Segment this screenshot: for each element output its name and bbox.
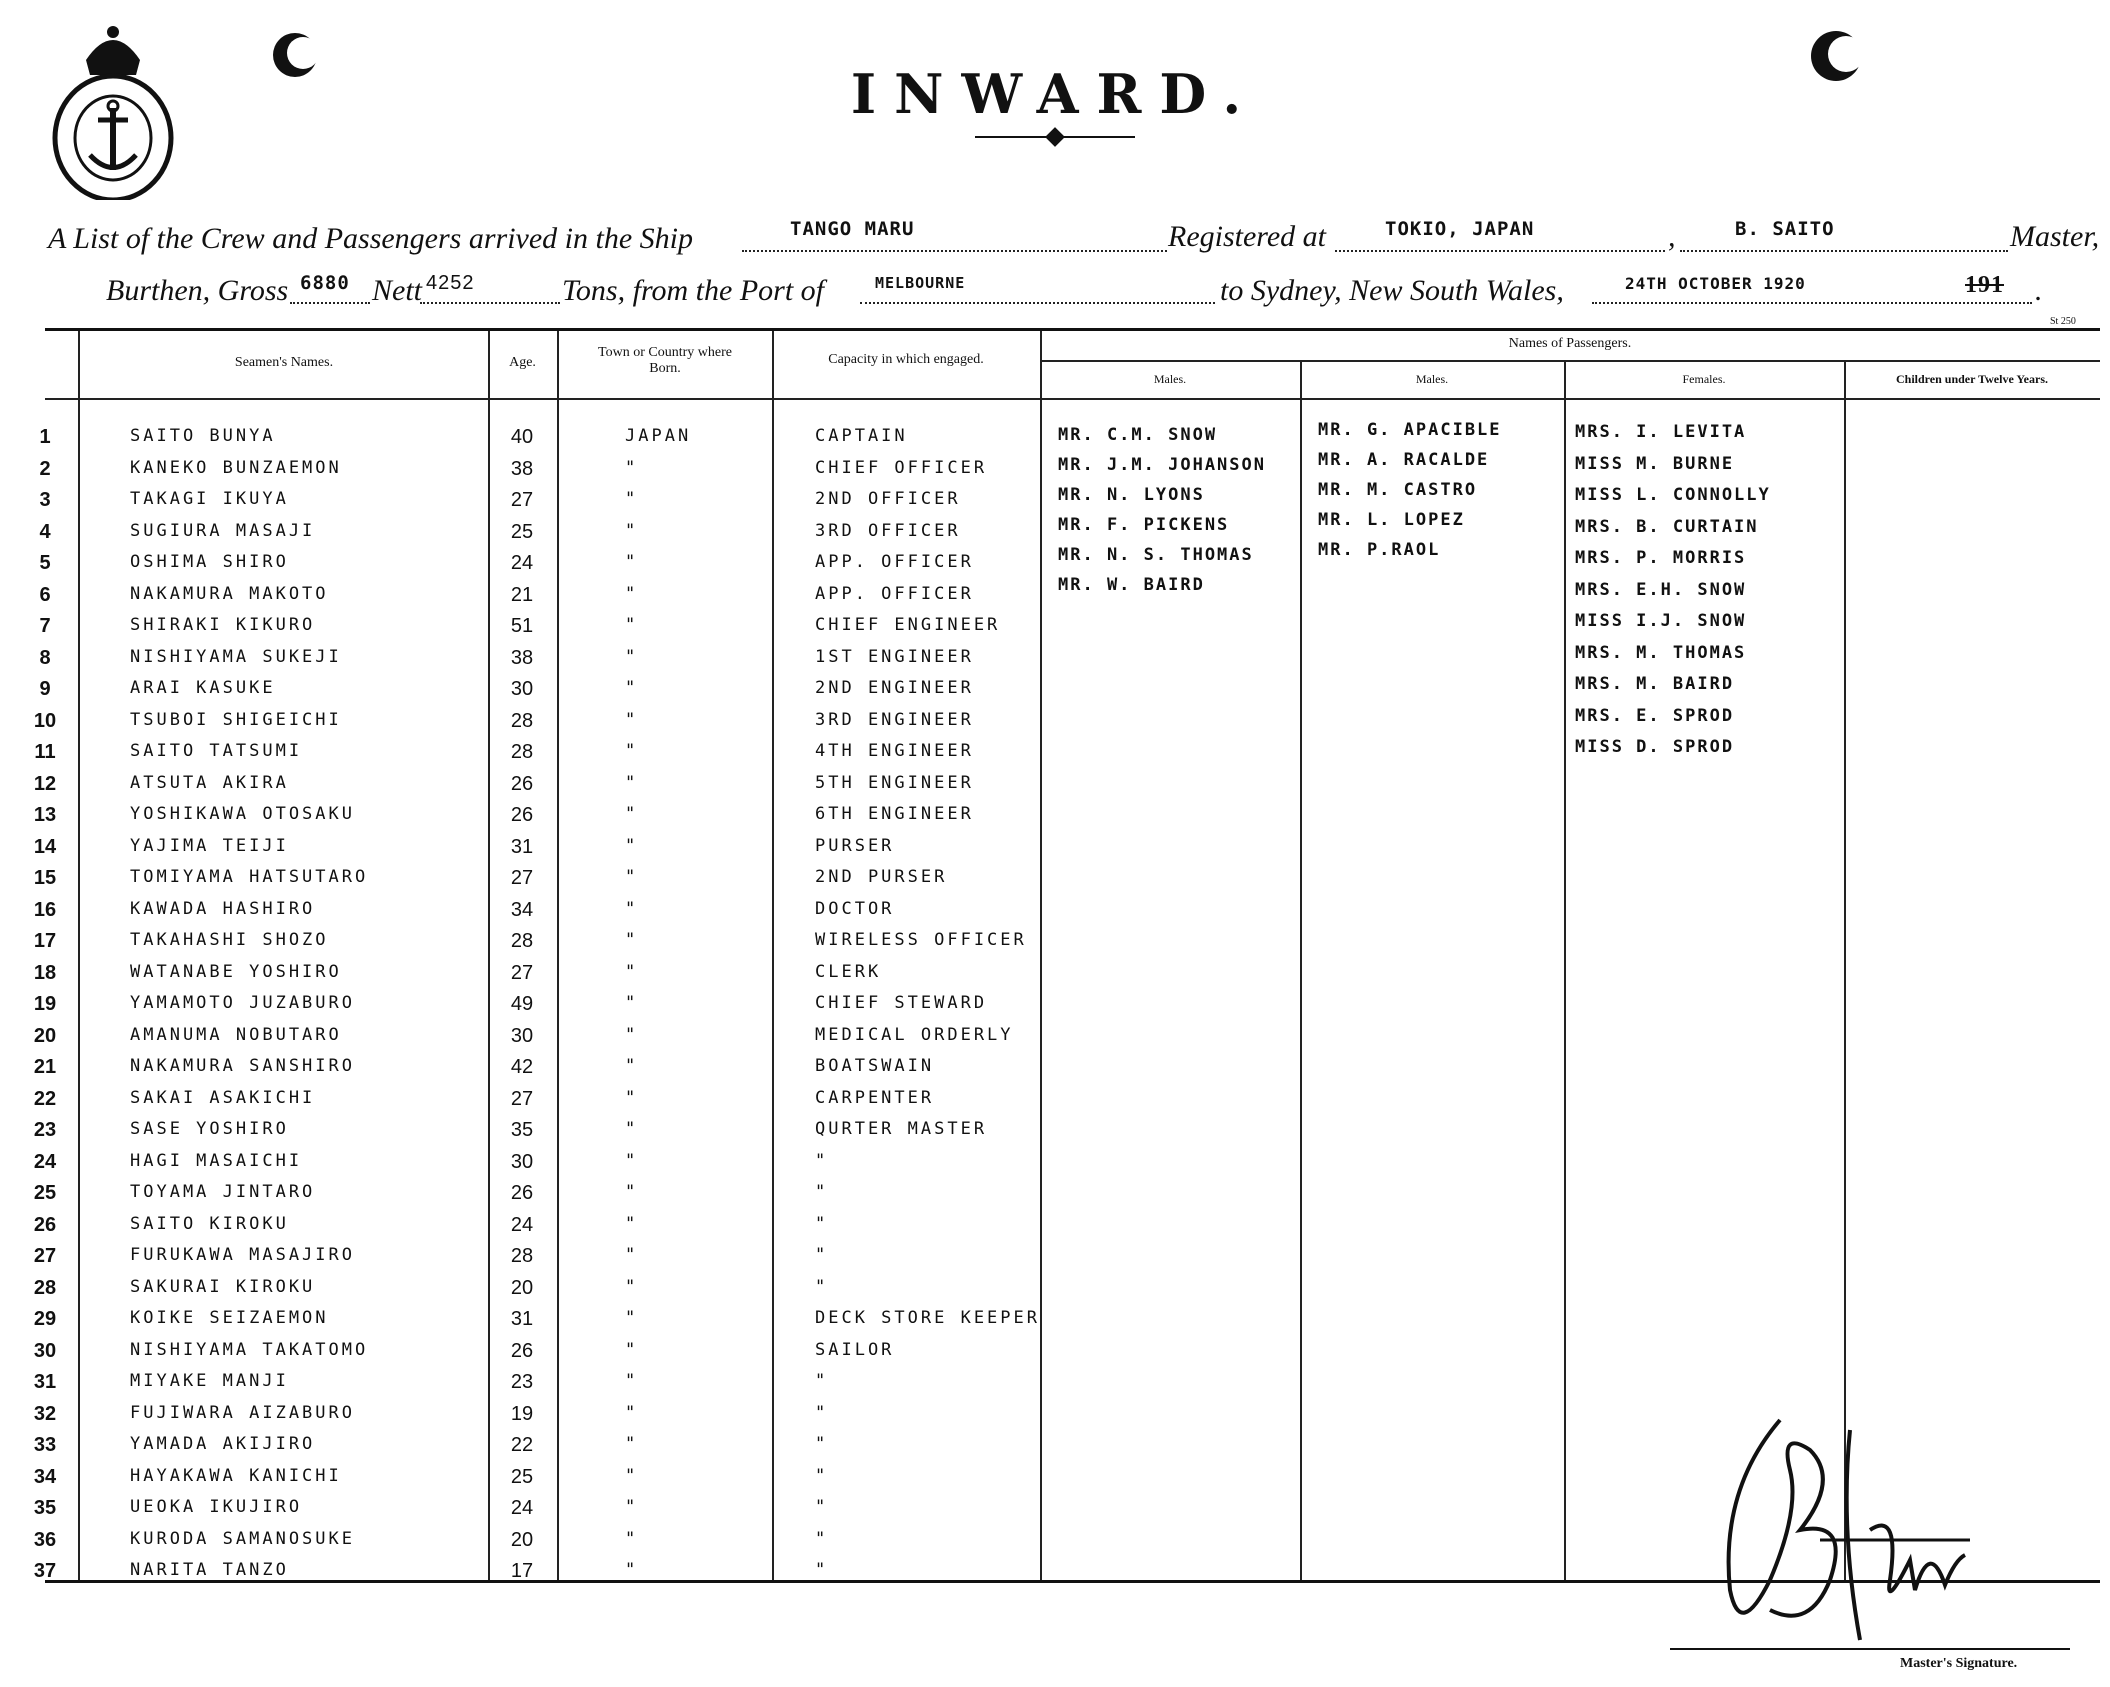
table-row [0, 521, 2110, 551]
town-born: " [625, 646, 639, 667]
crew-age: 30 [510, 678, 534, 700]
signature-line [1670, 1648, 2070, 1650]
passenger-name: MR. G. APACIBLE [1318, 420, 1502, 440]
seaman-name: NISHIYAMA TAKATOMO [130, 1339, 369, 1360]
crew-age: 31 [510, 1308, 534, 1330]
town-born: JAPAN [625, 426, 692, 446]
master-name-value: B. SAITO [1735, 218, 1835, 240]
town-born: " [625, 772, 639, 793]
seaman-name: KAWADA HASHIRO [130, 898, 316, 919]
seaman-name: OSHIMA SHIRO [130, 552, 289, 572]
seaman-name: SAITO BUNYA [130, 426, 276, 446]
passenger-name: MR. W. BAIRD [1058, 575, 1205, 595]
seaman-name: TOYAMA JINTARO [130, 1182, 316, 1202]
date-value: 24TH OCTOBER 1920 [1625, 274, 1806, 293]
table-row [0, 1088, 2110, 1118]
seaman-name: NARITA TANZO [130, 1560, 289, 1580]
passenger-name: MR. C.M. SNOW [1058, 425, 1218, 445]
capacity: MEDICAL ORDERLY [815, 1024, 1014, 1045]
port-from-value: MELBOURNE [875, 274, 966, 292]
crew-age: 40 [510, 426, 534, 448]
page-title: INWARD. [850, 62, 1260, 126]
crew-number: 11 [34, 741, 56, 763]
town-born: " [625, 1245, 639, 1265]
table-row [0, 615, 2110, 645]
crew-number: 3 [39, 489, 51, 511]
seaman-name: NISHIYAMA SUKEJI [130, 646, 342, 667]
crew-age: 17 [510, 1560, 534, 1582]
table-row [0, 962, 2110, 992]
town-born: " [625, 678, 639, 698]
crew-age: 30 [510, 1024, 534, 1047]
town-born: " [625, 1402, 639, 1423]
crew-age: 28 [510, 741, 534, 763]
passenger-name: MR. A. RACALDE [1318, 450, 1490, 470]
table-row [0, 930, 2110, 960]
crew-age: 49 [510, 993, 534, 1015]
seaman-name: SAKAI ASAKICHI [130, 1087, 316, 1108]
passenger-name: MISS I.J. SNOW [1575, 611, 1747, 631]
table-row [0, 458, 2110, 488]
seaman-name: NAKAMURA SANSHIRO [130, 1056, 355, 1076]
crew-number: 19 [33, 993, 57, 1015]
passenger-name: MISS D. SPROD [1575, 737, 1735, 757]
seaman-name: UEOKA IKUJIRO [130, 1497, 303, 1517]
crew-age: 24 [510, 1213, 534, 1236]
passenger-name: MISS M. BURNE [1575, 453, 1735, 474]
table-row [0, 1340, 2110, 1370]
seaman-name: KURODA SAMANOSUKE [130, 1528, 355, 1549]
town-born: " [625, 835, 639, 856]
town-born: " [625, 804, 639, 824]
capacity: 2ND PURSER [815, 867, 948, 887]
year-prefix-value: 191 [1965, 272, 2004, 298]
crew-number: 26 [33, 1213, 57, 1236]
crew-age: 26 [510, 1339, 534, 1362]
seaman-name: KOIKE SEIZAEMON [130, 1308, 329, 1328]
passenger-header-rule [1040, 360, 2100, 362]
capacity: WIRELESS OFFICER [815, 930, 1027, 950]
capacity: " [815, 1402, 829, 1423]
period: . [2035, 274, 2043, 307]
town-born: " [625, 552, 639, 572]
crew-number: 37 [33, 1560, 57, 1582]
capacity: BOATSWAIN [815, 1056, 935, 1076]
town-born: " [625, 898, 639, 919]
table-row [0, 710, 2110, 740]
capacity: " [815, 1560, 829, 1580]
capacity: 4TH ENGINEER [815, 741, 974, 761]
form-number: St 250 [2050, 316, 2076, 327]
seaman-name: TSUBOI SHIGEICHI [130, 709, 342, 730]
capacity: CHIEF ENGINEER [815, 615, 1001, 635]
capacity: " [815, 1434, 829, 1454]
passenger-name: MRS. I. LEVITA [1575, 422, 1747, 442]
seaman-name: FURUKAWA MASAJIRO [130, 1245, 355, 1265]
crew-number: 33 [33, 1434, 57, 1456]
town-born: " [625, 993, 639, 1013]
crew-number: 29 [33, 1308, 57, 1330]
ship-name-value: TANGO MARU [790, 218, 915, 240]
crew-number: 27 [33, 1245, 57, 1267]
town-born: " [625, 520, 639, 541]
crew-number: 34 [33, 1465, 57, 1488]
crew-age: 25 [510, 1465, 534, 1488]
passenger-name: MR. N. S. THOMAS [1058, 545, 1254, 565]
col-town-born: Town or Country where Born. [598, 345, 732, 376]
capacity: APP. OFFICER [815, 552, 974, 572]
crew-age: 19 [510, 1402, 534, 1425]
crew-age: 22 [510, 1434, 534, 1456]
capacity: " [815, 1150, 829, 1171]
seaman-name: AMANUMA NOBUTARO [130, 1024, 342, 1045]
table-row [0, 426, 2110, 456]
town-born: " [625, 1308, 639, 1328]
town-born: " [625, 930, 639, 950]
town-born: " [625, 1056, 639, 1076]
seaman-name: MIYAKE MANJI [130, 1371, 289, 1391]
crew-number: 30 [33, 1339, 57, 1362]
capacity: " [815, 1497, 829, 1517]
table-row [0, 773, 2110, 803]
table-row [0, 993, 2110, 1023]
crew-age: 28 [510, 1245, 534, 1267]
crew-number: 13 [33, 804, 57, 826]
crew-age: 38 [510, 646, 534, 669]
registered-at-value: TOKIO, JAPAN [1385, 218, 1535, 240]
table-row [0, 1214, 2110, 1244]
town-born: " [625, 1150, 639, 1171]
crew-age: 34 [510, 898, 534, 921]
title-ornament [1045, 127, 1065, 147]
capacity: DOCTOR [815, 898, 895, 919]
seaman-name: SAITO TATSUMI [130, 741, 303, 761]
crew-number: 21 [33, 1056, 57, 1078]
crew-number: 20 [33, 1024, 57, 1047]
seaman-name: TAKAGI IKUYA [130, 489, 289, 509]
table-row [0, 647, 2110, 677]
capacity: " [815, 1245, 829, 1265]
town-born: " [625, 1024, 639, 1045]
capacity: 5TH ENGINEER [815, 772, 974, 793]
capacity: " [815, 1465, 829, 1486]
town-born: " [625, 489, 639, 509]
passenger-name: MISS L. CONNOLLY [1575, 485, 1771, 505]
col-males-1: Males. [1153, 372, 1187, 386]
town-born: " [625, 1371, 639, 1391]
seaman-name: ATSUTA AKIRA [130, 772, 289, 793]
crew-number: 4 [39, 520, 51, 543]
crew-number: 2 [39, 457, 51, 480]
table-row [0, 489, 2110, 519]
town-born: " [625, 1119, 639, 1139]
table-row [0, 836, 2110, 866]
capacity: PURSER [815, 835, 895, 856]
town-born: " [625, 1465, 639, 1486]
seaman-name: HAYAKAWA KANICHI [130, 1465, 342, 1486]
table-row [0, 552, 2110, 582]
table-row [0, 1277, 2110, 1307]
crew-age: 51 [510, 615, 534, 637]
table-row [0, 867, 2110, 897]
table-row [0, 678, 2110, 708]
crew-number: 14 [33, 835, 57, 858]
passenger-name: MR. N. LYONS [1058, 485, 1205, 505]
table-row [0, 1056, 2110, 1086]
seaman-name: NAKAMURA MAKOTO [130, 583, 329, 604]
table-row [0, 1119, 2110, 1149]
capacity: " [815, 1213, 829, 1234]
crew-number: 5 [39, 552, 51, 574]
master-signature-label: Master's Signature. [1900, 1656, 2018, 1671]
town-born: " [625, 1560, 639, 1580]
crew-age: 27 [510, 489, 534, 511]
town-born: " [625, 1276, 639, 1297]
crew-number: 23 [33, 1119, 57, 1141]
comma: , [1668, 220, 1676, 253]
seaman-name: SUGIURA MASAJI [130, 520, 316, 541]
crew-number: 7 [39, 615, 51, 637]
passenger-name: MR. P.RAOL [1318, 540, 1441, 560]
burthen-label: Burthen, Gross [106, 274, 289, 307]
town-born: " [625, 709, 639, 730]
capacity: 1ST ENGINEER [815, 646, 974, 667]
passenger-name: MR. F. PICKENS [1058, 515, 1230, 535]
capacity: " [815, 1528, 829, 1549]
col-males-2: Males. [1415, 372, 1449, 386]
crew-number: 8 [39, 646, 51, 669]
town-born: " [625, 1497, 639, 1517]
seaman-name: SHIRAKI KIKURO [130, 615, 316, 635]
table-row [0, 1151, 2110, 1181]
seaman-name: FUJIWARA AIZABURO [130, 1402, 355, 1423]
crew-age: 21 [510, 583, 534, 606]
master-signature-icon [1700, 1410, 1980, 1650]
capacity: 6TH ENGINEER [815, 804, 974, 824]
seaman-name: KANEKO BUNZAEMON [130, 457, 342, 478]
passenger-name: MR. J.M. JOHANSON [1058, 455, 1266, 475]
crew-age: 35 [510, 1119, 534, 1141]
crew-age: 28 [510, 930, 534, 952]
col-females: Females. [1682, 372, 1726, 386]
capacity: CARPENTER [815, 1087, 935, 1108]
nett-value: 4252 [426, 272, 475, 294]
crew-age: 20 [510, 1276, 534, 1299]
crew-number: 1 [39, 426, 51, 448]
crew-number: 6 [39, 583, 51, 606]
table-row [0, 1182, 2110, 1212]
seaman-name: YAMADA AKIJIRO [130, 1434, 316, 1454]
table-row [0, 899, 2110, 929]
col-age: Age. [509, 355, 536, 370]
registered-label: Registered at [1168, 220, 1327, 253]
nett-label: Nett [372, 274, 422, 307]
capacity: CLERK [815, 961, 882, 982]
town-born: " [625, 1087, 639, 1108]
crew-age: 30 [510, 1150, 534, 1173]
town-born: " [625, 1339, 639, 1360]
crew-age: 27 [510, 1087, 534, 1110]
col-children: Children under Twelve Years. [1895, 372, 2048, 386]
table-row [0, 1025, 2110, 1055]
crew-age: 26 [510, 804, 534, 826]
seaman-name: YAMAMOTO JUZABURO [130, 993, 355, 1013]
list-intro-label: A List of the Crew and Passengers arrived in the Ship [48, 222, 693, 255]
crew-number: 10 [33, 709, 57, 732]
seaman-name: WATANABE YOSHIRO [130, 961, 342, 982]
capacity: " [815, 1371, 829, 1391]
passenger-name: MR. L. LOPEZ [1318, 510, 1465, 530]
town-born: " [625, 457, 639, 478]
seaman-name: TAKAHASHI SHOZO [130, 930, 329, 950]
crew-age: 42 [510, 1056, 534, 1078]
town-born: " [625, 741, 639, 761]
table-row [0, 804, 2110, 834]
crew-number: 9 [39, 678, 51, 700]
seaman-name: TOMIYAMA HATSUTARO [130, 867, 369, 887]
master-label: Master, [2010, 220, 2100, 253]
seaman-name: SAKURAI KIROKU [130, 1276, 316, 1297]
passenger-name: MRS. P. MORRIS [1575, 548, 1747, 568]
crew-number: 16 [33, 898, 57, 921]
crew-age: 38 [510, 457, 534, 480]
table-row [0, 1371, 2110, 1401]
capacity: CHIEF STEWARD [815, 993, 988, 1013]
passenger-name: MRS. B. CURTAIN [1575, 516, 1759, 537]
crew-number: 15 [33, 867, 57, 889]
passenger-name: MRS. M. THOMAS [1575, 642, 1747, 663]
capacity: " [815, 1276, 829, 1297]
crew-age: 27 [510, 961, 534, 984]
town-born: " [625, 615, 639, 635]
passenger-name: MRS. E. SPROD [1575, 705, 1735, 726]
capacity: 2ND ENGINEER [815, 678, 974, 698]
capacity: QURTER MASTER [815, 1119, 988, 1139]
crew-age: 24 [510, 1497, 534, 1519]
to-sydney-label: to Sydney, New South Wales, [1220, 274, 1564, 307]
gross-value: 6880 [300, 272, 350, 294]
passenger-name: MR. M. CASTRO [1318, 480, 1478, 500]
crew-age: 20 [510, 1528, 534, 1551]
seaman-name: YAJIMA TEIJI [130, 835, 289, 856]
table-row [0, 741, 2110, 771]
crew-number: 25 [33, 1182, 57, 1204]
passenger-name: MRS. M. BAIRD [1575, 674, 1735, 694]
capacity: APP. OFFICER [815, 583, 974, 604]
town-born: " [625, 1434, 639, 1454]
crew-age: 24 [510, 552, 534, 574]
crew-age: 28 [510, 709, 534, 732]
crew-number: 32 [33, 1402, 57, 1425]
capacity: 3RD OFFICER [815, 520, 961, 541]
capacity: DECK STORE KEEPER [815, 1308, 1040, 1328]
col-seamen-names: Seamen's Names. [234, 355, 334, 370]
town-born: " [625, 1182, 639, 1202]
seaman-name: YOSHIKAWA OTOSAKU [130, 804, 355, 824]
town-born: " [625, 867, 639, 887]
crew-number: 35 [33, 1497, 57, 1519]
town-born: " [625, 1213, 639, 1234]
crew-number: 12 [33, 772, 57, 795]
table-top-rule [45, 328, 2100, 331]
capacity: SAILOR [815, 1339, 895, 1360]
crew-number: 36 [33, 1528, 57, 1551]
crew-age: 26 [510, 772, 534, 795]
capacity: " [815, 1182, 829, 1202]
tons-label: Tons, from the Port of [562, 274, 824, 307]
capacity: 2ND OFFICER [815, 489, 961, 509]
town-born: " [625, 961, 639, 982]
header-bottom-rule [45, 398, 2100, 400]
crew-age: 23 [510, 1371, 534, 1393]
crew-age: 27 [510, 867, 534, 889]
seaman-name: SAITO KIROKU [130, 1213, 289, 1234]
crew-number: 24 [33, 1150, 57, 1173]
col-capacity: Capacity in which engaged. [828, 352, 984, 367]
crew-number: 28 [33, 1276, 57, 1299]
town-born: " [625, 583, 639, 604]
crew-number: 31 [33, 1371, 57, 1393]
seaman-name: HAGI MASAICHI [130, 1150, 303, 1171]
crew-number: 17 [33, 930, 57, 952]
capacity: 3RD ENGINEER [815, 709, 974, 730]
passenger-name: MRS. E.H. SNOW [1575, 579, 1747, 600]
seaman-name: SASE YOSHIRO [130, 1119, 289, 1139]
seaman-name: ARAI KASUKE [130, 678, 276, 698]
crew-age: 25 [510, 520, 534, 543]
table-row [0, 1308, 2110, 1338]
crew-number: 18 [33, 961, 57, 984]
capacity: CHIEF OFFICER [815, 457, 988, 478]
table-row [0, 584, 2110, 614]
col-passengers: Names of Passengers. [1508, 336, 1632, 351]
crew-age: 26 [510, 1182, 534, 1204]
town-born: " [625, 1528, 639, 1549]
crew-age: 31 [510, 835, 534, 858]
capacity: CAPTAIN [815, 426, 908, 446]
crew-number: 22 [33, 1087, 57, 1110]
table-row [0, 1245, 2110, 1275]
